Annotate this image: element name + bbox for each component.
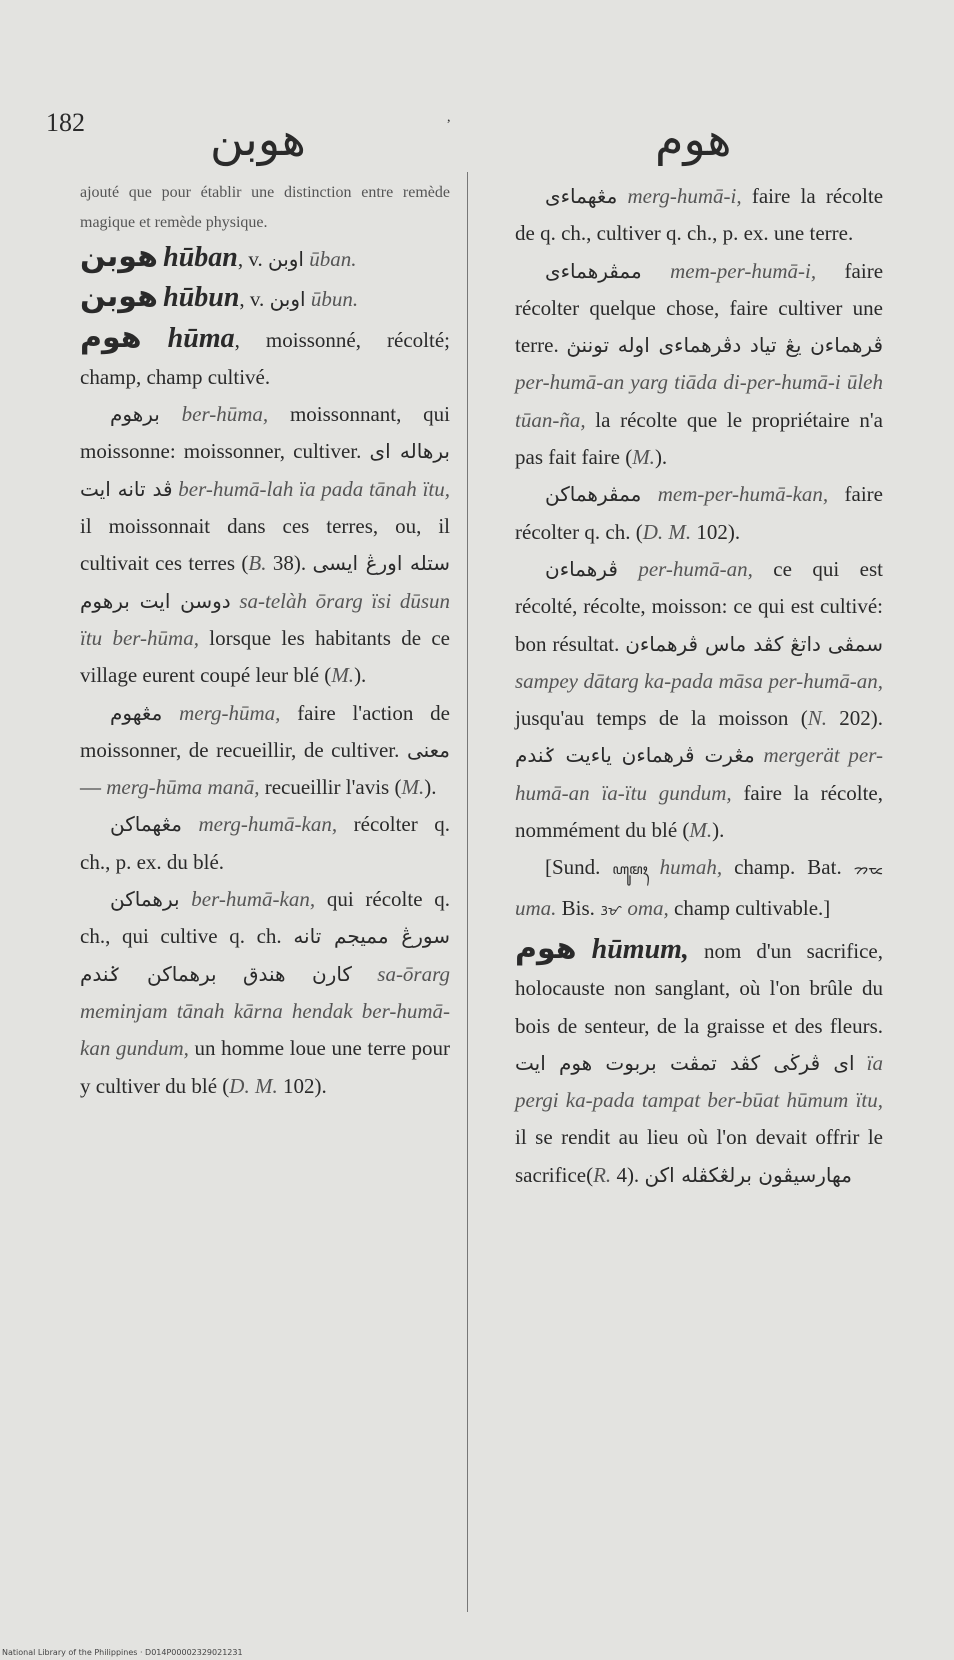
page-number: 182	[46, 108, 85, 137]
subentry-ber-huma-kan: برهماكن ber-humā-kan, qui récolte q. ch., qui cultive q. ch. سورڠ مميجم تانه كارن هندق برهماكن ݢندم sa-ōrarg meminjam tānah kārna hendak ber-humā-kan gundum, un homme loue une terre pour y cultiver du blé (D. M. 102).	[80, 887, 450, 1098]
right-running-head: هوم	[655, 112, 732, 166]
subentry-ber-huma: برهوم ber-hūma, moissonnant, qui moissonne: moissonner, cultiver. برهاله اى ڤد تانه ايت ber-humā-lah ïa pada tānah ïtu, il moissonnait dans ces terres, ou, il cultivait ces terres (B. 38). ستله اورڠ ايسى دوسن ايت برهوم sa-telàh ōrarg ïsi dūsun ïtu ber-hūma, lorsque les habitants de ce village eurent coupé leur blé (M.).	[80, 402, 451, 688]
subentry-merg-huma-i: مڠهماءى merg-humā-i, faire la récolte de q. ch., cultiver q. ch., p. ex. une terre.	[515, 184, 884, 246]
entry-humum: هوم hūmum, nom d'un sacrifice, holocauste non sanglant, où l'on brûle du bois de senteur, de la graisse et des fleurs. اى ڤرڬى كڤد تمڤت بربوت هوم ايت ïa pergi ka-pada tampat ber-būat hūmum ïtu, il se rendit au lieu où l'on devait offrir le sacrifice(R. 4). مهارسيڤون برلڠكڤله اكن	[515, 930, 884, 1187]
footer-credit: National Library of the Philippines · D014P00002329021231	[2, 1648, 243, 1657]
subentry-merg-huma: مڠهوم merg-hūma, faire l'action de moissonner, de recueillir, de cultiver. معنى — merg-hūma manā, recueillir l'avis (M.).	[80, 700, 451, 800]
subentry-mem-per-huma-i: ممڤرهماءى mem-per-humā-i, faire récolter quelque chose, faire cultiver une terre. ڤرهماءن يڠ تياد دڤرهماءى اوله توننڽ per-humā-an yarg tiāda di-per-humā-i ūleh tūan-ña, la récolte que le propriétaire n'a pas fait faire (M.).	[515, 258, 884, 470]
entry-hubun: هوبن hūbun, v. اوبن ūbun.	[80, 279, 359, 315]
entry-huban: هوبن hūban, v. اوبن ūban.	[80, 239, 357, 274]
right-column	[515, 178, 883, 1194]
subentry-per-huma-an: ڤرهماءن per-humā-an, ce qui est récolté, récolte, moisson: ce qui est cultivé: bon résultat. سمڤى داتڠ كڤد ماس ڤرهماءن sampey dātarg ka-pada māsa per-humā-an, jusqu'au temps de la moisson (N. 202). مڠرت ڤرهماءن ياءيت ݢندم mergerät per-humā-an ïa-ïtu gundum, faire la récolte, nommément du blé (M.).	[515, 556, 884, 843]
left-running-head: هوبن	[210, 112, 306, 166]
column-divider	[467, 172, 468, 1612]
entry-huma: هوم hūma, moissonné, récolté; champ, champ cultivé.	[80, 319, 451, 389]
intro-text: ajouté que pour établir une distinction entre remède magique et remède physique.	[80, 184, 450, 231]
etymology-note: [Sund. ꦲꦸꦩꦃ humah, champ. Bat. ᯂᯔ uma. Bis. ᜂᜋ oma, champ cultivable.]	[515, 855, 884, 920]
stray-mark: ,	[447, 110, 451, 125]
left-column	[80, 178, 450, 1105]
subentry-merg-huma-kan: مڠهماكن merg-humā-kan, récolter q. ch., p. ex. du blé.	[80, 812, 451, 874]
subentry-mem-per-huma-kan: ممڤرهماكن mem-per-humā-kan, faire récolter q. ch. (D. M. 102).	[515, 482, 883, 544]
